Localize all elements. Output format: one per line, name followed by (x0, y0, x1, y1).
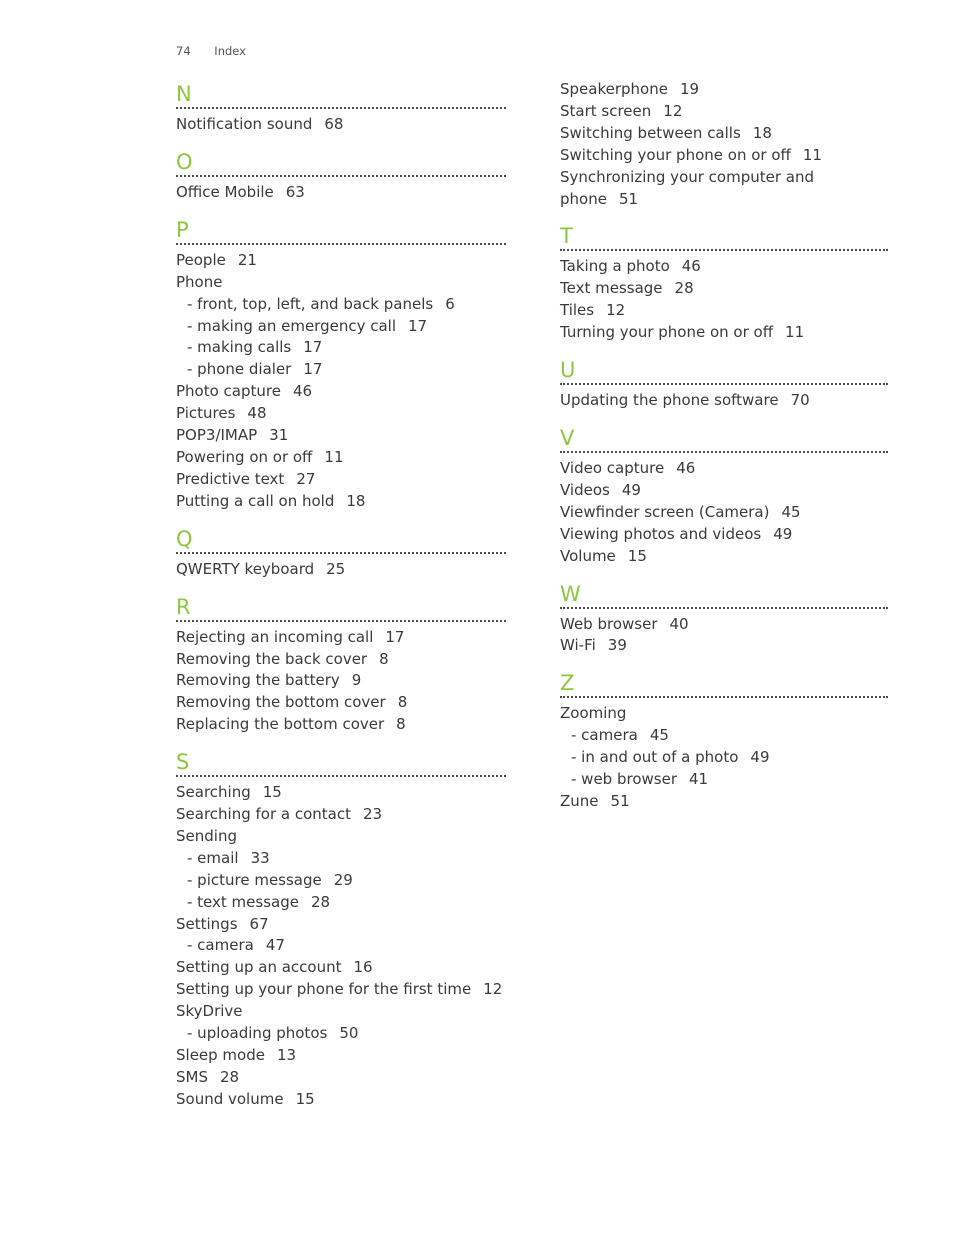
index-entry (176, 782, 506, 804)
section-letter-heading: T (560, 221, 888, 251)
index-entry (176, 447, 506, 469)
entry-page-number: 15 (295, 1089, 315, 1108)
entry-page-number: 28 (220, 1067, 240, 1086)
index-section (560, 79, 888, 210)
index-subentry (560, 725, 888, 747)
entry-page-number: 51 (610, 791, 630, 810)
entry-text: Removing the bottom cover (176, 693, 386, 712)
entry-page-number: 31 (269, 426, 289, 445)
index-entry (560, 480, 888, 502)
index-entry (176, 250, 506, 272)
entry-page-number: 19 (679, 80, 700, 98)
entry-page-number: 11 (324, 447, 344, 466)
index-entry (560, 635, 888, 657)
section-letter-heading: P (176, 215, 506, 245)
index-entry (176, 272, 506, 294)
index-entry (176, 559, 506, 581)
entry-text: Web browser (560, 614, 658, 633)
page-header-title: Index (214, 44, 246, 58)
entry-text: SkyDrive (176, 1002, 243, 1021)
entry-page-number: 70 (790, 391, 810, 410)
entry-page-number: 18 (752, 123, 772, 142)
index-subentry (176, 359, 506, 381)
entry-page-number: 16 (353, 958, 373, 977)
entry-page-number: 48 (247, 404, 267, 423)
entry-page-number: 9 (351, 671, 362, 690)
index-entry (560, 546, 888, 568)
index-entry (176, 692, 506, 714)
entry-text: Phone (176, 272, 223, 291)
section-letter-heading: V (560, 423, 888, 453)
entry-page-number: 45 (781, 502, 801, 521)
entry-text: Speakerphone (560, 80, 668, 98)
entry-page-number: 18 (346, 491, 366, 510)
section-letter-heading: R (176, 592, 506, 622)
entry-text: - web browser (571, 770, 677, 789)
entry-page-number: 15 (262, 783, 282, 802)
entry-text: Tiles (560, 301, 595, 320)
entry-page-number: 51 (618, 189, 639, 208)
entry-page-number: 67 (249, 914, 269, 933)
entry-text: Rejecting an incoming call (176, 627, 374, 646)
index-entry (176, 1001, 506, 1023)
page-header (176, 44, 246, 58)
entry-page-number: 23 (362, 805, 383, 824)
entry-text: Searching for a contact (176, 805, 351, 824)
entry-page-number: 49 (750, 748, 770, 767)
entry-text: Removing the battery (176, 671, 340, 690)
entry-page-number: 8 (396, 715, 406, 734)
section-letter-heading: O (176, 147, 506, 177)
entry-page-number: 6 (445, 294, 455, 313)
index-entry (560, 101, 888, 123)
entry-page-number: 17 (385, 627, 405, 646)
entry-text: Zooming (560, 704, 627, 723)
entry-page-number: 17 (303, 338, 323, 357)
entry-text: Notification sound (176, 115, 313, 133)
index-entry (176, 425, 506, 447)
entry-text: Switching between calls (560, 123, 741, 142)
entry-text: Sound volume (176, 1089, 284, 1108)
index-section (176, 524, 506, 581)
index-subentry (176, 848, 506, 870)
entry-text: Predictive text (176, 469, 285, 488)
section-letter-heading: W (560, 579, 888, 609)
index-entry (560, 390, 888, 412)
entry-page-number: 40 (669, 614, 689, 633)
entry-text: Wi-Fi (560, 636, 596, 655)
entry-page-number: 46 (676, 458, 696, 477)
index-entry (176, 1045, 506, 1067)
entry-text: Putting a call on hold (176, 491, 335, 510)
entry-text: Office Mobile (176, 182, 274, 201)
entry-text: Sleep mode (176, 1046, 265, 1064)
entry-text: Zune (560, 791, 599, 810)
entry-text: Pictures (176, 404, 236, 423)
entry-text: People (176, 250, 226, 269)
index-section (176, 79, 506, 136)
index-entry (176, 627, 506, 649)
entry-text: Start screen (560, 101, 652, 120)
section-letter-heading: Z (560, 668, 888, 698)
entry-page-number: 17 (303, 360, 323, 379)
entry-text: Settings (176, 914, 238, 933)
entry-page-number: 17 (408, 316, 428, 335)
entry-page-number: 63 (285, 182, 305, 201)
entry-page-number: 11 (785, 323, 805, 342)
index-subentry (176, 337, 506, 359)
entry-page-number: 25 (326, 559, 346, 578)
entry-page-number: 46 (681, 257, 701, 276)
index-section (176, 215, 506, 513)
index-entry (560, 703, 888, 725)
entry-text: Volume (560, 546, 616, 565)
index-entry (176, 649, 506, 671)
entry-text: Replacing the bottom cover (176, 715, 385, 734)
entry-page-number: 33 (250, 848, 270, 867)
index-entry (560, 524, 888, 546)
index-entry (176, 1089, 506, 1111)
section-letter-heading: U (560, 355, 888, 385)
entry-text: - uploading photos (187, 1024, 328, 1043)
entry-page-number: 15 (627, 546, 647, 565)
section-letter-heading: N (176, 79, 506, 109)
index-entry (176, 826, 506, 848)
index-subentry (176, 870, 506, 892)
entry-text: Photo capture (176, 382, 281, 401)
index-subentry (176, 935, 506, 957)
entry-text: - in and out of a photo (571, 748, 739, 767)
index-entry (560, 322, 888, 344)
entry-text: SMS (176, 1067, 208, 1086)
entry-text: - camera (571, 726, 638, 745)
entry-text: Taking a photo (560, 257, 670, 276)
entry-page-number: 8 (379, 649, 389, 668)
index-entry (560, 167, 888, 211)
entry-page-number: 28 (310, 892, 331, 911)
entry-text: Sending (176, 826, 237, 845)
entry-page-number: 47 (265, 936, 285, 955)
entry-text: Setting up your phone for the first time (176, 980, 472, 999)
index-entry (560, 256, 888, 278)
entry-text: Powering on or off (176, 447, 313, 466)
index-section (560, 668, 888, 813)
index-entry (176, 714, 506, 736)
entry-page-number: 12 (606, 301, 626, 320)
index-entry (560, 458, 888, 480)
entry-text: Videos (560, 480, 610, 499)
index-entry (176, 491, 506, 513)
index-entry (176, 182, 506, 204)
index-subentry (176, 1023, 506, 1045)
entry-page-number: 49 (621, 480, 641, 499)
entry-text: Video capture (560, 458, 665, 477)
entry-page-number: 28 (674, 279, 694, 298)
entry-text: Updating the phone software (560, 391, 779, 410)
entry-text: - making an emergency call (187, 316, 396, 335)
entry-page-number: 8 (397, 693, 408, 712)
index-subentry (176, 316, 506, 338)
entry-text: Searching (176, 783, 251, 802)
entry-page-number: 39 (607, 636, 627, 655)
index-section (176, 747, 506, 1111)
index-entry (176, 469, 506, 491)
page-number: 74 (176, 44, 191, 58)
section-letter-heading: Q (176, 524, 506, 554)
entry-text: Switching your phone on or off (560, 145, 791, 164)
index-entry (176, 957, 506, 979)
index-subentry (176, 892, 506, 914)
index-subentry (176, 294, 506, 316)
index-column-right (560, 79, 888, 824)
entry-text: - email (187, 848, 239, 867)
index-entry (176, 1067, 506, 1089)
entry-text: Text message (560, 279, 663, 298)
index-section (560, 221, 888, 344)
index-entry (176, 114, 506, 136)
index-entry (560, 502, 888, 524)
index-entry (560, 278, 888, 300)
entry-page-number: 29 (333, 870, 353, 889)
entry-page-number: 49 (773, 524, 793, 543)
index-entry (176, 804, 506, 826)
entry-text: - front, top, left, and back panels (187, 294, 434, 313)
index-entry (560, 145, 888, 167)
index-section (560, 579, 888, 658)
index-subentry (560, 769, 888, 791)
entry-text: Turning your phone on or off (560, 323, 774, 342)
index-entry (176, 979, 506, 1001)
index-section (560, 423, 888, 568)
entry-page-number: 13 (276, 1046, 297, 1064)
entry-page-number: 45 (649, 726, 669, 745)
entry-page-number: 41 (688, 770, 709, 789)
index-section (560, 355, 888, 412)
entry-text: Synchronizing your computer and phone (560, 167, 815, 208)
index-entry (176, 914, 506, 936)
index-entry (176, 403, 506, 425)
entry-page-number: 21 (237, 250, 257, 269)
entry-text: Viewfinder screen (Camera) (560, 502, 770, 521)
index-entry (560, 79, 888, 101)
entry-text: Setting up an account (176, 958, 342, 977)
entry-text: - camera (187, 936, 254, 955)
entry-text: QWERTY keyboard (176, 559, 315, 578)
index-entry (176, 670, 506, 692)
entry-text: POP3/IMAP (176, 426, 258, 445)
entry-text: - phone dialer (187, 360, 292, 379)
section-letter-heading: S (176, 747, 506, 777)
entry-page-number: 12 (663, 101, 683, 120)
entry-text: - picture message (187, 870, 322, 889)
entry-page-number: 50 (339, 1024, 359, 1043)
index-section (176, 147, 506, 204)
index-entry (560, 123, 888, 145)
index-entry (560, 614, 888, 636)
entry-page-number: 46 (292, 382, 313, 401)
entry-text: Removing the back cover (176, 649, 368, 668)
index-entry (560, 300, 888, 322)
index-section (176, 592, 506, 737)
index-subentry (560, 747, 888, 769)
entry-page-number: 12 (483, 980, 503, 999)
entry-page-number: 11 (802, 145, 822, 164)
entry-text: - text message (187, 892, 299, 911)
entry-text: - making calls (187, 338, 292, 357)
index-entry (176, 381, 506, 403)
entry-text: Viewing photos and videos (560, 524, 762, 543)
index-column-left (176, 79, 506, 1122)
entry-page-number: 27 (296, 469, 316, 488)
index-entry (560, 791, 888, 813)
entry-page-number: 68 (324, 115, 344, 133)
